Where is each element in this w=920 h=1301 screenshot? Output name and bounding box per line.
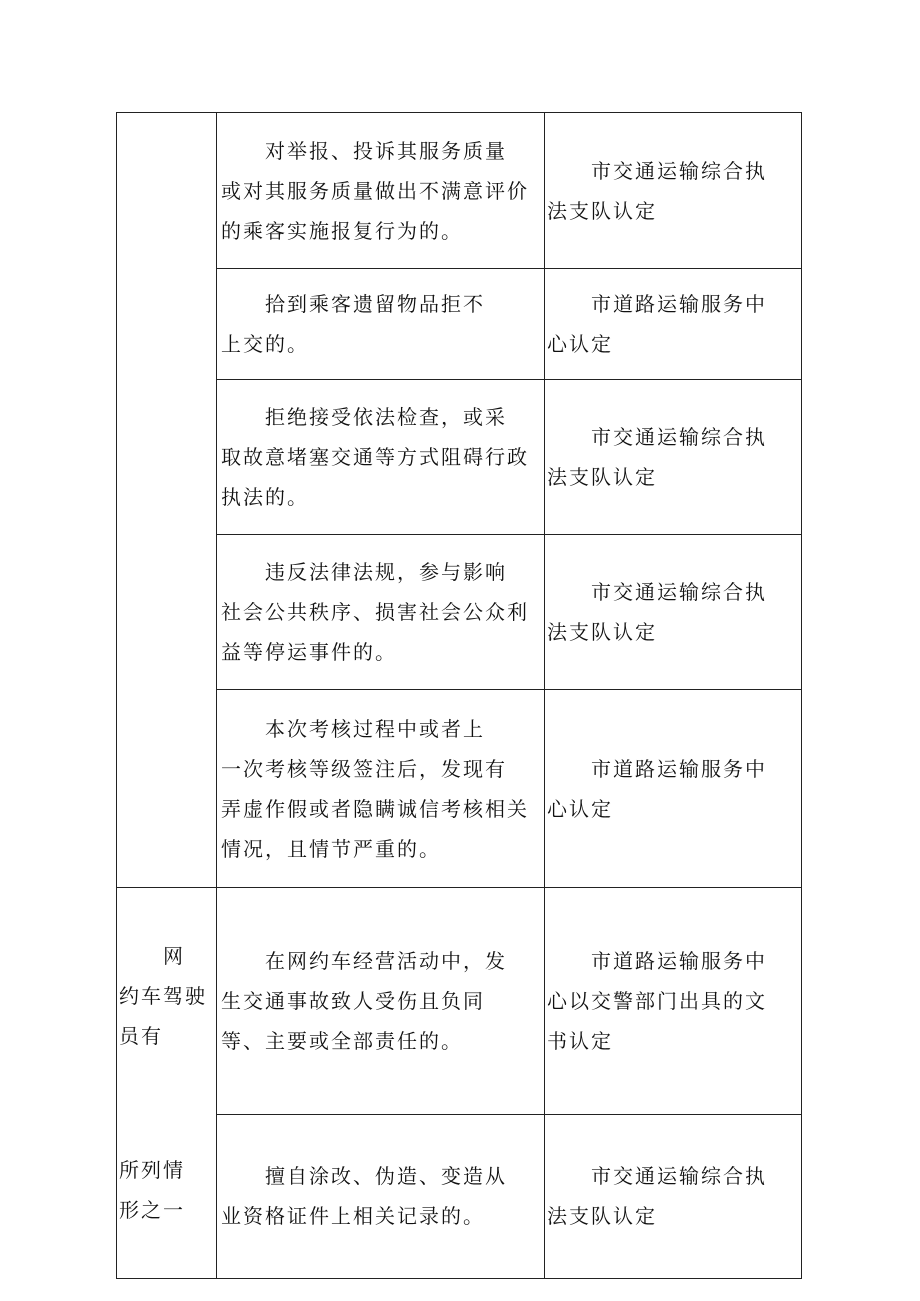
authority-text: 市道路运输服务中 心认定: [547, 756, 767, 821]
authority-cell: [545, 113, 802, 269]
authority-cell: [545, 1114, 802, 1278]
authority-cell: [545, 690, 802, 888]
authority-text: 市道路运输服务中 心认定: [547, 292, 767, 356]
behavior-cell: [217, 113, 545, 269]
authority-text: 市交通运输综合执 法支队认定: [547, 158, 767, 223]
table-row: [117, 113, 802, 269]
assessment-table: [116, 112, 802, 1279]
authority-text: 市道路运输服务中 心以交警部门出具的文 书认定: [547, 948, 767, 1053]
behavior-text: 本次考核过程中或者上 一次考核等级签注后，发现有 弄虚作假或者隐瞒诚信考核相关 情况，且情节严重的。: [221, 716, 529, 861]
behavior-cell: [217, 380, 545, 535]
category-label-bottom: 所列情 形之一: [119, 1158, 185, 1222]
table-row: [117, 1114, 802, 1278]
behavior-text: 对举报、投诉其服务质量 或对其服务质量做出不满意评价 的乘客实施报复行为的。: [221, 138, 529, 243]
category-cell-empty: [117, 113, 217, 888]
authority-text: 市交通运输综合执 法支队认定: [547, 425, 767, 489]
table-row: [117, 888, 802, 1115]
authority-text: 市交通运输综合执 法支队认定: [547, 580, 767, 644]
table-row: [117, 690, 802, 888]
category-cell: [117, 888, 217, 1279]
table-row: [117, 535, 802, 690]
behavior-cell: [217, 888, 545, 1115]
behavior-text: 拾到乘客遗留物品拒不 上交的。: [221, 292, 485, 356]
behavior-text: 违反法律法规，参与影响 社会公共秩序、损害社会公众利 益等停运事件的。: [221, 560, 529, 664]
category-label-gap: [119, 1096, 214, 1110]
table-row: [117, 269, 802, 380]
authority-cell: [545, 380, 802, 535]
authority-cell: [545, 888, 802, 1115]
authority-cell: [545, 269, 802, 380]
behavior-cell: [217, 690, 545, 888]
category-label-top: 网 约车驾驶 员有: [119, 944, 207, 1048]
behavior-cell: [217, 269, 545, 380]
authority-cell: [545, 535, 802, 690]
behavior-text: 拒绝接受依法检查，或采 取故意堵塞交通等方式阻碍行政 执法的。: [221, 405, 529, 509]
behavior-cell: [217, 1114, 545, 1278]
behavior-text: 擅自涂改、伪造、变造从 业资格证件上相关记录的。: [221, 1164, 507, 1229]
category-label: [117, 888, 216, 1278]
authority-text: 市交通运输综合执 法支队认定: [547, 1164, 767, 1229]
behavior-text: 在网约车经营活动中，发 生交通事故致人受伤且负同 等、主要或全部责任的。: [221, 948, 507, 1053]
table-row: [117, 380, 802, 535]
behavior-cell: [217, 535, 545, 690]
